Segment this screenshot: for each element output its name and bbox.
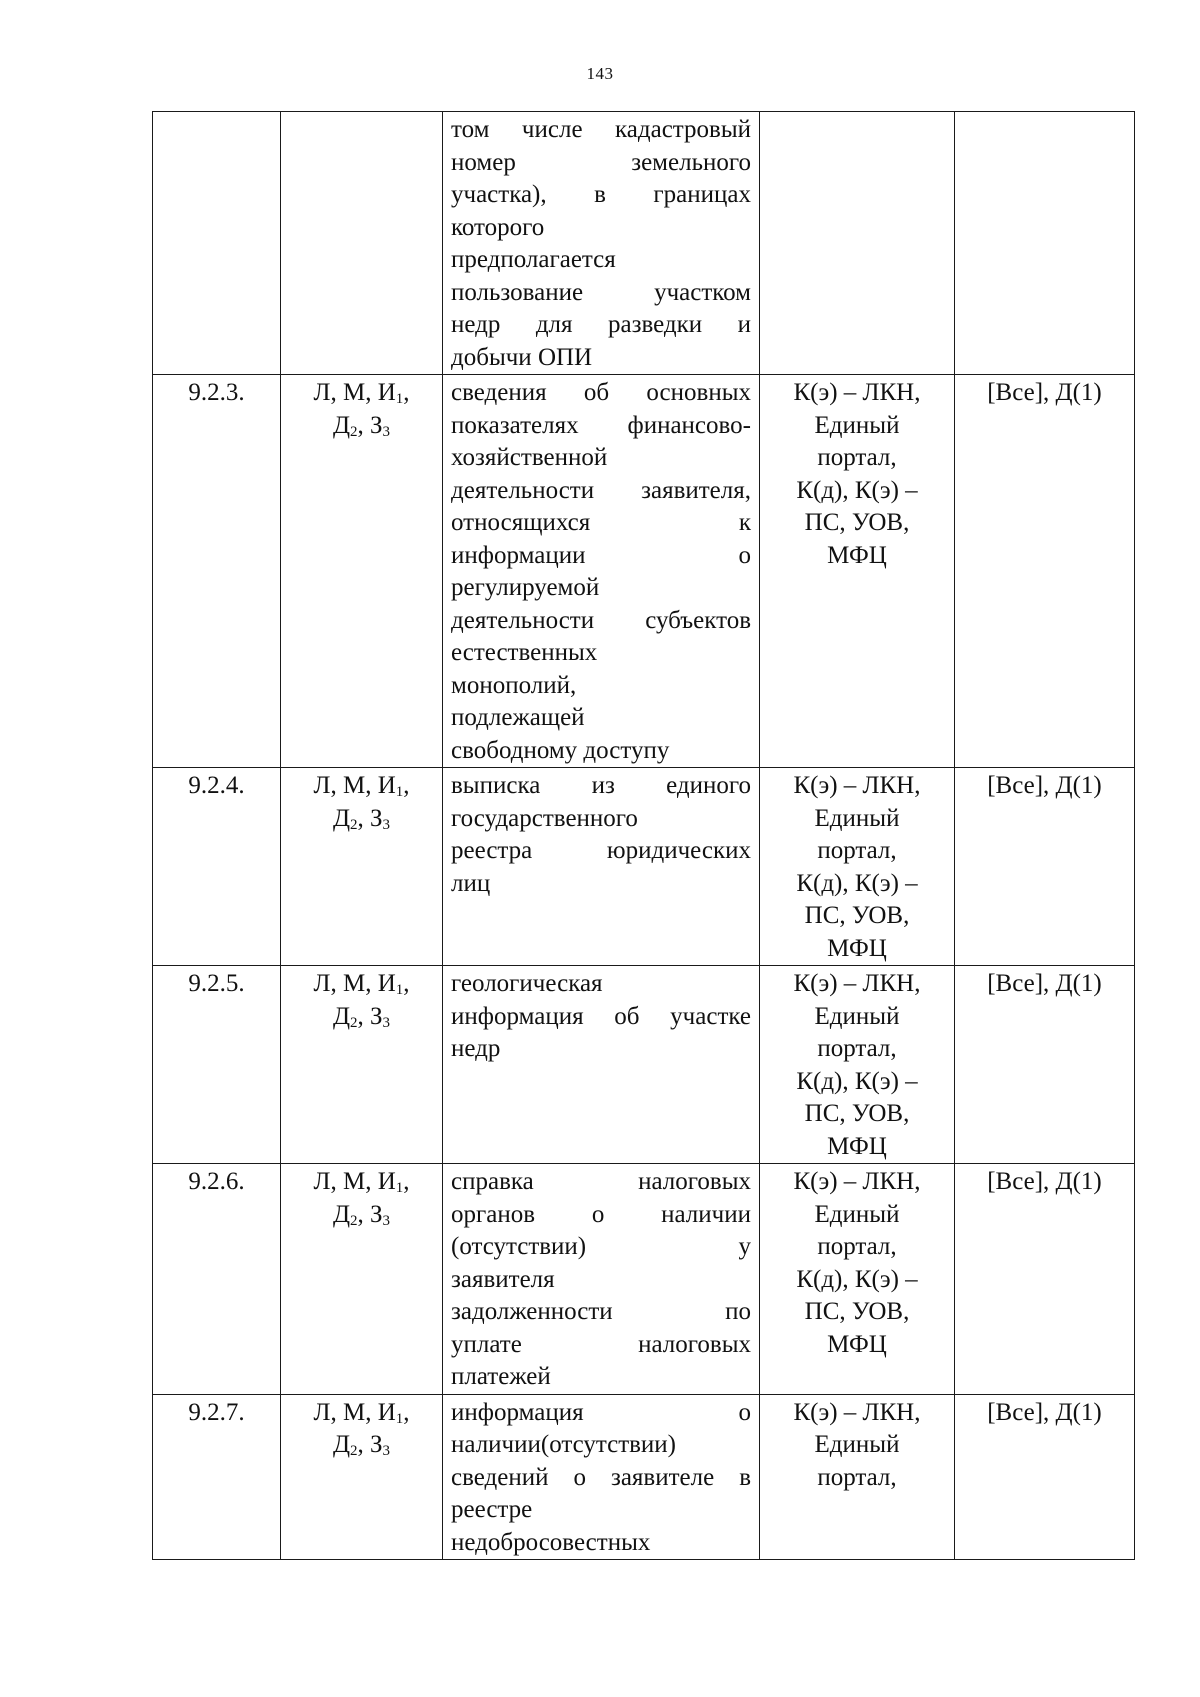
description-line: которого	[451, 213, 545, 241]
terms-cell	[955, 966, 1135, 1164]
terms-value: [Все], Д(1)	[987, 970, 1102, 997]
channel-line: МФЦ	[827, 934, 887, 962]
description-line: справка налоговых	[451, 1168, 751, 1195]
row-number-cell	[153, 768, 281, 966]
description-line: недобросовестных	[451, 1528, 651, 1556]
terms-cell	[955, 375, 1135, 768]
codes-cell	[281, 768, 443, 966]
codes-line: $Д_2$, $З_3$	[332, 1002, 391, 1031]
description-line: информация о	[451, 1398, 751, 1426]
description-line: задолженности по	[451, 1298, 751, 1325]
channel-line: ПС, УОВ,	[804, 902, 910, 929]
terms-cell	[955, 1164, 1135, 1395]
channels-cell	[760, 768, 955, 966]
channel-line: К(д), К(э) –	[796, 869, 918, 897]
description-line: монополий,	[451, 671, 577, 699]
description-cell	[443, 768, 760, 966]
page-number: 143	[586, 64, 614, 83]
terms-value: [Все], Д(1)	[987, 772, 1102, 799]
description-line: относящихся к	[451, 509, 751, 536]
description-line: подлежащей	[451, 704, 585, 731]
description-line: информация об участке	[451, 1002, 751, 1030]
codes-cell	[281, 1164, 443, 1395]
table-row	[153, 768, 1135, 966]
channels-cell	[760, 966, 955, 1164]
codes-line: $Д_2$, $З_3$	[332, 1200, 391, 1229]
row-number-cell	[153, 966, 281, 1164]
channel-line: К(д), К(э) –	[796, 476, 918, 504]
channels-cell	[760, 112, 955, 375]
codes-line: Л, М, $И_1$,	[313, 1168, 410, 1196]
description-line: реестре	[451, 1496, 533, 1523]
table-row	[153, 375, 1135, 768]
channel-line: портал,	[817, 837, 897, 864]
codes-line: Л, М, $И_1$,	[313, 772, 410, 800]
row-number: 9.2.3.	[188, 379, 245, 406]
description-line: информации о	[451, 541, 751, 569]
channel-line: Единый	[814, 1002, 900, 1030]
codes-line: $Д_2$, $З_3$	[332, 411, 391, 440]
description-line: добычи ОПИ	[451, 343, 593, 371]
table-body	[153, 112, 1135, 1560]
terms-value: [Все], Д(1)	[987, 379, 1102, 406]
description-line: недр для разведки и	[451, 311, 751, 338]
channels-cell	[760, 375, 955, 768]
description-line: платежей	[451, 1363, 551, 1390]
description-cell	[443, 1394, 760, 1560]
description-line: государственного	[451, 804, 638, 832]
description-line: свободному доступу	[451, 736, 670, 764]
description-cell	[443, 112, 760, 375]
description-line: органов о наличии	[451, 1200, 751, 1228]
channels-cell	[760, 1164, 955, 1395]
description-line: предполагается	[451, 246, 616, 273]
channel-line: Единый	[814, 411, 900, 439]
description-line: выписка из единого	[451, 772, 751, 799]
terms-value: [Все], Д(1)	[987, 1168, 1102, 1195]
channel-line: портал,	[817, 1463, 897, 1491]
description-line: пользование участком	[451, 278, 751, 306]
codes-line: Л, М, $И_1$,	[313, 379, 410, 407]
codes-cell	[281, 966, 443, 1164]
channel-line: К(э) – ЛКН,	[793, 1398, 921, 1426]
codes-cell	[281, 112, 443, 375]
description-line: сведений о заявителе в	[451, 1463, 751, 1491]
channel-line: К(д), К(э) –	[796, 1067, 918, 1095]
description-line: заявителя	[451, 1265, 555, 1293]
description-line: хозяйственной	[451, 444, 608, 471]
codes-cell	[281, 1394, 443, 1560]
channel-line: ПС, УОВ,	[804, 1100, 910, 1127]
terms-cell	[955, 1394, 1135, 1560]
channel-line: МФЦ	[827, 1132, 887, 1160]
description-line: том числе кадастровый	[451, 116, 751, 143]
description-line: наличии(отсутствии)	[451, 1431, 677, 1458]
row-number: 9.2.4.	[188, 772, 245, 799]
channel-line: МФЦ	[827, 1330, 887, 1358]
codes-cell	[281, 375, 443, 768]
description-line: геологическая	[451, 970, 603, 997]
codes-line: $Д_2$, $З_3$	[332, 804, 391, 833]
channel-line: портал,	[817, 444, 897, 471]
description-cell	[443, 1164, 760, 1395]
description-line: номер земельного	[451, 148, 751, 176]
description-line: лиц	[451, 869, 491, 897]
row-number: 9.2.5.	[188, 970, 245, 997]
description-cell	[443, 966, 760, 1164]
table-row	[153, 966, 1135, 1164]
channels-cell	[760, 1394, 955, 1560]
channel-line: К(э) – ЛКН,	[793, 379, 921, 406]
row-number-cell	[153, 112, 281, 375]
description-line: естественных	[451, 639, 598, 666]
row-number-cell	[153, 1164, 281, 1395]
channel-line: К(д), К(э) –	[796, 1265, 918, 1293]
channel-line: МФЦ	[827, 541, 887, 569]
terms-cell	[955, 112, 1135, 375]
description-line: недр	[451, 1035, 501, 1062]
channel-line: портал,	[817, 1233, 897, 1260]
description-line: сведения об основных	[451, 379, 751, 406]
services-table	[152, 111, 1135, 1560]
channel-line: Единый	[814, 1431, 900, 1458]
table-row	[153, 1394, 1135, 1560]
channel-line: портал,	[817, 1035, 897, 1062]
channel-line: К(э) – ЛКН,	[793, 1168, 921, 1195]
terms-value: [Все], Д(1)	[987, 1398, 1102, 1426]
description-line: уплате налоговых	[451, 1330, 751, 1358]
row-number-cell	[153, 375, 281, 768]
channel-line: ПС, УОВ,	[804, 1298, 910, 1325]
channel-line: К(э) – ЛКН,	[793, 970, 921, 997]
terms-cell	[955, 768, 1135, 966]
description-line: деятельности субъектов	[451, 606, 751, 634]
description-cell	[443, 375, 760, 768]
row-number-cell	[153, 1394, 281, 1560]
description-line: (отсутствии) у	[451, 1233, 751, 1260]
row-number: 9.2.6.	[188, 1168, 245, 1195]
table-row	[153, 112, 1135, 375]
description-line: деятельности заявителя,	[451, 476, 751, 504]
description-line: участка), в границах	[451, 181, 751, 208]
table-row	[153, 1164, 1135, 1395]
codes-line: $Д_2$, $З_3$	[332, 1431, 391, 1459]
description-line: реестра юридических	[451, 837, 751, 864]
description-line: показателях финансово-	[451, 411, 751, 439]
codes-line: Л, М, $И_1$,	[313, 1398, 410, 1427]
channel-line: К(э) – ЛКН,	[793, 772, 921, 799]
row-number: 9.2.7.	[188, 1398, 245, 1426]
channel-line: ПС, УОВ,	[804, 509, 910, 536]
channel-line: Единый	[814, 804, 900, 832]
description-line: регулируемой	[451, 574, 600, 601]
codes-line: Л, М, $И_1$,	[313, 970, 410, 998]
channel-line: Единый	[814, 1200, 900, 1228]
